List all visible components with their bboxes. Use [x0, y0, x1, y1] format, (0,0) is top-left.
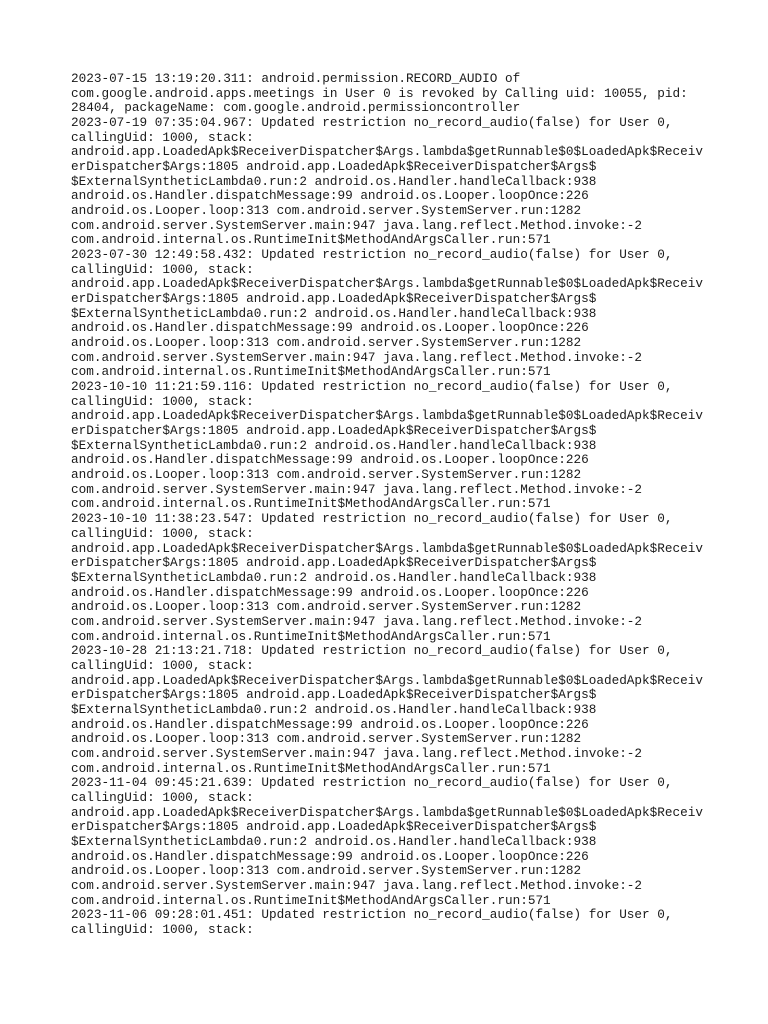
- log-line: 2023-11-06 09:28:01.451: Updated restriction no_record_audio(false) for User 0,: [71, 907, 673, 923]
- log-line: android.app.LoadedApk$ReceiverDispatcher$Args.lambda$getRunnable$0$LoadedApk$Receiv: [71, 540, 703, 556]
- log-line: com.android.internal.os.RuntimeInit$MethodAndArgsCaller.run:571: [71, 892, 551, 908]
- log-line: com.android.server.SystemServer.main:947 java.lang.reflect.Method.invoke:-2: [71, 217, 643, 233]
- log-line: android.app.LoadedApk$ReceiverDispatcher$Args.lambda$getRunnable$0$LoadedApk$Receiv: [71, 408, 703, 424]
- log-line: $ExternalSyntheticLambda0.run:2 android.os.Handler.handleCallback:938: [71, 833, 597, 849]
- log-line: android.app.LoadedApk$ReceiverDispatcher$Args.lambda$getRunnable$0$LoadedApk$Receiv: [71, 672, 703, 688]
- log-line: erDispatcher$Args:1805 android.app.LoadedApk$ReceiverDispatcher$Args$: [71, 291, 597, 307]
- log-line: callingUid: 1000, stack:: [71, 789, 254, 805]
- log-line: 2023-07-30 12:49:58.432: Updated restriction no_record_audio(false) for User 0,: [71, 247, 673, 263]
- log-line: com.android.server.SystemServer.main:947 java.lang.reflect.Method.invoke:-2: [71, 613, 643, 629]
- log-line: android.app.LoadedApk$ReceiverDispatcher$Args.lambda$getRunnable$0$LoadedApk$Receiv: [71, 276, 703, 292]
- log-line: callingUid: 1000, stack:: [71, 393, 254, 409]
- log-line: erDispatcher$Args:1805 android.app.LoadedApk$ReceiverDispatcher$Args$: [71, 555, 597, 571]
- log-line: android.app.LoadedApk$ReceiverDispatcher$Args.lambda$getRunnable$0$LoadedApk$Receiv: [71, 144, 703, 160]
- log-line: 2023-10-10 11:21:59.116: Updated restriction no_record_audio(false) for User 0,: [71, 379, 673, 395]
- log-line: android.os.Handler.dispatchMessage:99 android.os.Looper.loopOnce:226: [71, 584, 589, 600]
- log-line: android.app.LoadedApk$ReceiverDispatcher$Args.lambda$getRunnable$0$LoadedApk$Receiv: [71, 804, 703, 820]
- log-line: 2023-10-10 11:38:23.547: Updated restriction no_record_audio(false) for User 0,: [71, 511, 673, 527]
- log-line: callingUid: 1000, stack:: [71, 657, 254, 673]
- log-line: com.android.internal.os.RuntimeInit$MethodAndArgsCaller.run:571: [71, 232, 551, 248]
- log-line: android.os.Looper.loop:313 com.android.server.SystemServer.run:1282: [71, 203, 582, 219]
- log-line: com.android.server.SystemServer.main:947 java.lang.reflect.Method.invoke:-2: [71, 877, 643, 893]
- log-line: 2023-10-28 21:13:21.718: Updated restriction no_record_audio(false) for User 0,: [71, 643, 673, 659]
- log-line: android.os.Handler.dispatchMessage:99 android.os.Looper.loopOnce:226: [71, 848, 589, 864]
- log-line: com.android.internal.os.RuntimeInit$MethodAndArgsCaller.run:571: [71, 628, 551, 644]
- log-line: erDispatcher$Args:1805 android.app.LoadedApk$ReceiverDispatcher$Args$: [71, 423, 597, 439]
- log-line: erDispatcher$Args:1805 android.app.LoadedApk$ReceiverDispatcher$Args$: [71, 159, 597, 175]
- log-line: com.android.internal.os.RuntimeInit$MethodAndArgsCaller.run:571: [71, 364, 551, 380]
- log-line: com.android.internal.os.RuntimeInit$MethodAndArgsCaller.run:571: [71, 496, 551, 512]
- log-line: com.android.server.SystemServer.main:947 java.lang.reflect.Method.invoke:-2: [71, 349, 643, 365]
- log-line: callingUid: 1000, stack:: [71, 129, 254, 145]
- log-line: 2023-07-19 07:35:04.967: Updated restriction no_record_audio(false) for User 0,: [71, 115, 673, 131]
- log-line: com.google.android.apps.meetings in User 0 is revoked by Calling uid: 10055, pid:: [71, 85, 688, 101]
- log-line: $ExternalSyntheticLambda0.run:2 android.os.Handler.handleCallback:938: [71, 305, 597, 321]
- log-line: android.os.Handler.dispatchMessage:99 android.os.Looper.loopOnce:226: [71, 452, 589, 468]
- log-line: android.os.Handler.dispatchMessage:99 android.os.Looper.loopOnce:226: [71, 188, 589, 204]
- log-line: android.os.Looper.loop:313 com.android.server.SystemServer.run:1282: [71, 863, 582, 879]
- log-line: android.os.Looper.loop:313 com.android.server.SystemServer.run:1282: [71, 731, 582, 747]
- log-line: com.android.server.SystemServer.main:947 java.lang.reflect.Method.invoke:-2: [71, 481, 643, 497]
- log-line: $ExternalSyntheticLambda0.run:2 android.os.Handler.handleCallback:938: [71, 701, 597, 717]
- log-text-block: [71, 72, 711, 938]
- log-line: callingUid: 1000, stack:: [71, 525, 254, 541]
- log-line: $ExternalSyntheticLambda0.run:2 android.os.Handler.handleCallback:938: [71, 173, 597, 189]
- log-line: $ExternalSyntheticLambda0.run:2 android.os.Handler.handleCallback:938: [71, 437, 597, 453]
- log-line: 2023-07-15 13:19:20.311: android.permission.RECORD_AUDIO of: [71, 71, 521, 86]
- log-line: callingUid: 1000, stack:: [71, 261, 254, 277]
- log-line: 2023-11-04 09:45:21.639: Updated restriction no_record_audio(false) for User 0,: [71, 775, 673, 791]
- log-line: $ExternalSyntheticLambda0.run:2 android.os.Handler.handleCallback:938: [71, 569, 597, 585]
- log-line: com.android.internal.os.RuntimeInit$MethodAndArgsCaller.run:571: [71, 760, 551, 776]
- log-line: android.os.Looper.loop:313 com.android.server.SystemServer.run:1282: [71, 335, 582, 351]
- log-line: com.android.server.SystemServer.main:947 java.lang.reflect.Method.invoke:-2: [71, 745, 643, 761]
- log-line: android.os.Handler.dispatchMessage:99 android.os.Looper.loopOnce:226: [71, 716, 589, 732]
- log-line: erDispatcher$Args:1805 android.app.LoadedApk$ReceiverDispatcher$Args$: [71, 687, 597, 703]
- log-line: callingUid: 1000, stack:: [71, 921, 254, 937]
- log-line: android.os.Looper.loop:313 com.android.server.SystemServer.run:1282: [71, 599, 582, 615]
- log-line: 28404, packageName: com.google.android.permissioncontroller: [71, 100, 521, 116]
- log-line: android.os.Handler.dispatchMessage:99 android.os.Looper.loopOnce:226: [71, 320, 589, 336]
- log-line: erDispatcher$Args:1805 android.app.LoadedApk$ReceiverDispatcher$Args$: [71, 819, 597, 835]
- log-line: android.os.Looper.loop:313 com.android.server.SystemServer.run:1282: [71, 467, 582, 483]
